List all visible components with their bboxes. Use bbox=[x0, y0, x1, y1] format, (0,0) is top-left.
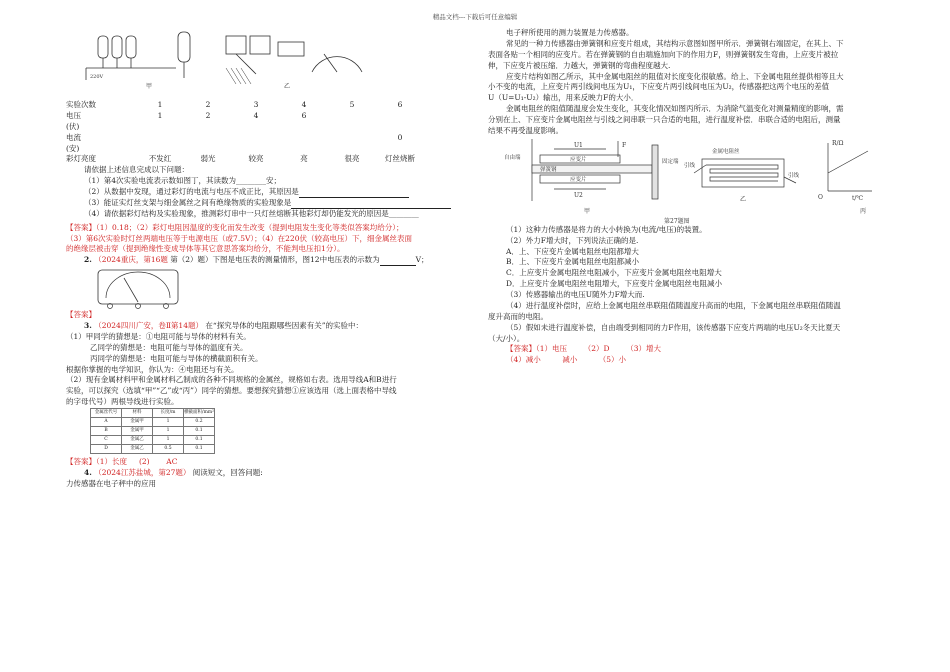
paragraph-4: 金属电阻丝的阻值随温度会发生变化，其变化情况如图丙所示．为消除气温变化对测量精度的影响，需 bbox=[506, 104, 844, 114]
lamp-experiment-figure bbox=[66, 28, 366, 100]
question-3-1: （1）甲同学的猜想是：①电阻可能与导体的材料有关。 bbox=[66, 331, 251, 341]
table-row: 电流 0 bbox=[66, 132, 403, 142]
question-4-2: （2）外力F增大时，下列说法正确的是. bbox=[506, 235, 639, 245]
figure-yi-label: 乙 bbox=[284, 83, 291, 90]
paragraph-1: 电子秤所使用的测力装置是力传感器。 bbox=[506, 28, 634, 37]
table-row: 实验次数 1 2 3 4 5 6 bbox=[66, 100, 403, 109]
question-4-4: （4）进行温度补偿时，应给上金属电阻丝串联阻值随温度升高而的电阻，下金属电阻丝串联阻值随温 bbox=[506, 300, 841, 310]
question-2: 2. （2024重庆，第16题 第（2）题）下图是电压表的测量情形，图12中电压表的示数为 V； bbox=[84, 255, 429, 265]
answer-3: 【答案】（1）长度 (2) AC bbox=[66, 457, 178, 466]
answer-4-line2: （4）减小 减小 （5）小 bbox=[506, 355, 626, 365]
wire-spec-table bbox=[90, 408, 215, 454]
paragraph-3-line3: U（U=U₁-U₂）输出，用来反映力F的大小． bbox=[488, 93, 639, 103]
paragraph-2: 常见的一种力传感器由弹簧钢和应变片组成，其结构示意图如图甲所示．弹簧钢右端固定，在其上、下 bbox=[506, 38, 844, 48]
question-1-3: （3）能证实灯丝支架与细金属丝之间有绝缘物质的实验现象是 bbox=[66, 198, 476, 209]
data-table bbox=[66, 100, 476, 165]
question-3-3: 丙同学的猜想是：电阻可能与导体的横截面积有关。 bbox=[90, 353, 263, 363]
paragraph-4-line3: 结果不再受温度影响。 bbox=[488, 125, 563, 135]
option-b: B．上、下应变片金属电阻丝电阻都减小 bbox=[506, 257, 640, 267]
question-4-3: （3）传感器输出的电压U随外力F增大而. bbox=[506, 290, 645, 299]
figure-bing-label: 丙 bbox=[860, 207, 867, 215]
question-intro: 请依据上述信息完成以下问题： bbox=[84, 165, 189, 175]
answer-4: 【答案】（1）电压 （2）D （3）增大 bbox=[506, 344, 662, 354]
table-row: (安) bbox=[66, 143, 80, 153]
force-label: F bbox=[622, 141, 627, 149]
answer-1: 【答案】（1）0.18；（2）彩灯电阻因温度的变化而发生改变（提到电阻发生变化等类似答案均给分）； bbox=[66, 222, 404, 232]
paragraph-3: 应变片结构如图乙所示，其中金属电阻丝的阻值对长度变化很敏感。给上、下金属电阻丝提供相等且大 bbox=[506, 71, 844, 81]
paragraph-3-line2: 小不变的电流，上应变片两引线间电压为U₁，下应变片两引线间电压为U₂，传感器把这两个电压的差值 bbox=[488, 82, 830, 92]
left-column bbox=[66, 28, 476, 490]
table-row: 金属丝代号 材料 长度/m 横截面积/mm² bbox=[91, 409, 215, 418]
lower-strain-gauge-label: 应变片 bbox=[570, 176, 587, 183]
table-row: (伏) bbox=[66, 121, 80, 131]
question-4-5-line2: （大/小）。 bbox=[488, 333, 525, 343]
sensor-figure bbox=[488, 137, 880, 225]
u1-label: U1 bbox=[574, 141, 583, 149]
answer-2: 【答案】 bbox=[66, 310, 96, 320]
answer-1-line3: 的绝缘层被击穿（提到绝缘性变成导体等其它意思答案均给分，不能判电压扣1分）。 bbox=[66, 244, 345, 254]
figure-caption: 第27题图 bbox=[664, 217, 690, 225]
voltmeter-figure bbox=[90, 266, 210, 310]
paragraph-2-line2: 表面各贴一个相同的应变片。若在弹簧钢的自由端施加向下的作用力F，则弹簧钢发生弯曲，上应变片被拉 bbox=[488, 49, 839, 59]
question-1-4: （4）请依据彩灯结构及实验现象，推测彩灯串中一只灯丝熔断其他彩灯却仍能发光的原因是________ bbox=[84, 208, 419, 218]
question-3-2: 乙同学的猜想是：电阻可能与导体的温度有关。 bbox=[90, 342, 248, 352]
figure-yi-label: 乙 bbox=[740, 195, 747, 203]
option-a: A．上、下应变片金属电阻丝电阻都增大 bbox=[506, 246, 639, 256]
voltage-label: 220V bbox=[90, 74, 104, 80]
question-3-7: 的字母代号）两根导线进行实验。 bbox=[66, 397, 179, 407]
question-3: 3. （2024四川广安，卷Ⅱ第14题） 在“探究导体的电阻跟哪些因素有关”的实验中： bbox=[84, 321, 364, 330]
question-1-1: （1）第4次实验电流表示数如图丁，其读数为________安； bbox=[84, 176, 282, 186]
left-lead-label: 引线 bbox=[684, 162, 696, 169]
right-lead-label: 引线 bbox=[788, 172, 800, 179]
metal-wire-label: 金属电阻丝 bbox=[712, 148, 740, 155]
question-4-1: （1）这种力传感器是将力的大小转换为(电流/电压)的装置。 bbox=[506, 224, 707, 234]
table-row: D 金属乙 0.5 0.1 bbox=[91, 445, 215, 454]
table-row: 彩灯亮度 不发红 弱光 较亮 亮 很亮 灯丝烧断 bbox=[66, 154, 415, 164]
question-4: 4. （2024江苏盐城，第27题） 阅读短文，回答问题: bbox=[84, 467, 263, 477]
table-row: A 金属甲 1 0.2 bbox=[91, 418, 215, 427]
figure-jia-label: 甲 bbox=[146, 83, 153, 90]
option-d: D．上应变片金属电阻丝电阻增大，下应变片金属电阻丝电阻减小 bbox=[506, 279, 723, 289]
option-c: C．上应变片金属电阻丝电阻减小，下应变片金属电阻丝电阻增大 bbox=[506, 268, 722, 278]
answer-1-line2: （3）第6次实验时灯丝两端电压等于电源电压（或7.5V）；（4）在220伏（较高电压）下，细金属丝表面 bbox=[66, 233, 412, 243]
spring-steel-label: 弹簧钢 bbox=[540, 166, 557, 173]
paragraph-4-line2: 分别在上、下应变片金属电阻丝与引线之间串联一只合适的电阻，进行温度补偿．串联合适的电阻后，测量 bbox=[488, 115, 841, 124]
question-3-5: （2）现有金属材料甲和金属材料乙制成的各种不同规格的金属丝，规格如右表。选用导线A和B进行 bbox=[66, 375, 397, 385]
page-header: 精品文档---下载后可任意编辑 bbox=[432, 13, 518, 21]
t-axis-label: t/℃ bbox=[852, 194, 864, 202]
free-end-label: 自由端 bbox=[504, 154, 521, 161]
paragraph-2-line3: 伸，下应变片被压缩．力越大，弹簧钢的弯曲程度越大. bbox=[488, 60, 671, 70]
right-column bbox=[488, 28, 880, 366]
article-title: 力传感器在电子秤中的应用 bbox=[66, 478, 156, 488]
question-1-2: （2）从数据中发现，通过彩灯的电流与电压不成正比，其原因是 bbox=[66, 187, 476, 198]
question-3-6: 实验，可以探究（选填“甲”“乙”或“丙”）同学的猜想。要想探究猜想①应该选用（选上面表格中导线 bbox=[66, 386, 397, 396]
table-row: C 金属乙 1 0.1 bbox=[91, 436, 215, 445]
upper-strain-gauge-label: 应变片 bbox=[570, 156, 587, 163]
table-row: B 金属甲 1 0.1 bbox=[91, 427, 215, 436]
question-4-4-line2: 度升高而的电阻。 bbox=[488, 311, 548, 321]
r-axis-label: R/Ω bbox=[832, 139, 844, 147]
question-3-4: 根据你掌握的电学知识，你认为：④电阻还与有关。 bbox=[66, 364, 239, 374]
fixed-end-label: 固定端 bbox=[662, 158, 679, 165]
figure-jia-label: 甲 bbox=[584, 207, 591, 215]
question-4-5: （5）假如未进行温度补偿，自由端受到相同的力F作用，该传感器下应变片两端的电压U₂冬天比夏天 bbox=[506, 322, 841, 332]
origin-label: O bbox=[818, 193, 823, 201]
u2-label: U2 bbox=[574, 191, 583, 199]
table-row: 电压 1 2 4 6 bbox=[66, 110, 307, 120]
